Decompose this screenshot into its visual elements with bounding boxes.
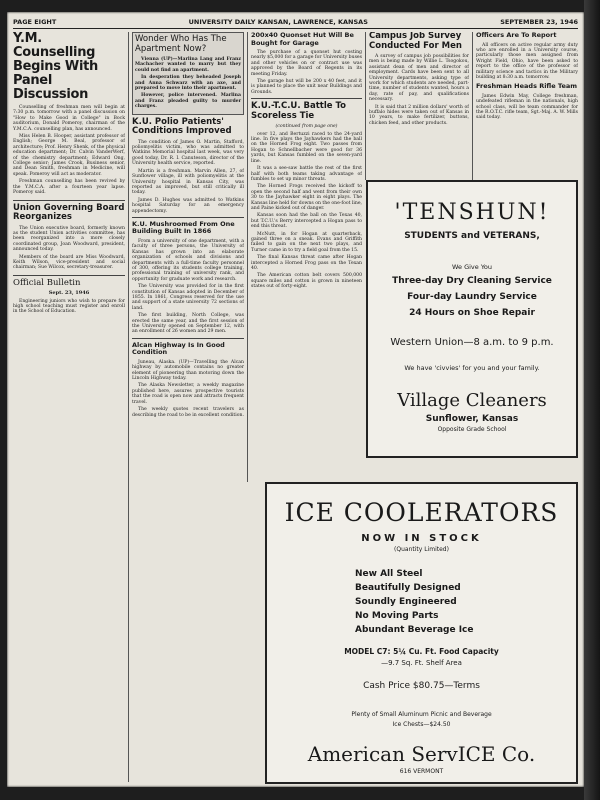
ad-feature: New All Steel: [355, 569, 423, 579]
ad-extra: Plenty of Small Aluminum Picnic and Beverage: [351, 711, 492, 718]
headline-rifle-team: Freshman Heads Rifle Team: [476, 82, 578, 91]
article-text: over 12, and Bertuzzi raced to the 24-yard line. In five plays the Jayhawkers had the ball on the Horned Frog eight. Two passes from Hogan to Schnellbacher were good for 36 yards, but Kansas fumbled on the seven-yard line.: [251, 131, 362, 164]
ad-chests: Ice Chests—$24.50: [392, 721, 451, 728]
article-text: McNutt, in for Hogan at quarterback, gained three on a sneak. Evans and Griffith failed to gain on the next two plays, and Turner came in to try a field goal from the 15.: [251, 231, 362, 253]
headline-ku-tcu: K.U.-T.C.U. Battle To Scoreless Tie: [251, 98, 362, 121]
ad-service: 24 Hours on Shoe Repair: [409, 308, 535, 318]
article-text: James Edwin May, College freshman, undefeated rifleman in the nationals, high school class, will be team commander for the R.O.T.C. rifle team, Sgt.-Maj. A. W. Mills said today.: [476, 93, 578, 121]
ad-feature: Beautifully Designed: [355, 583, 461, 593]
article-text: James D. Hughes was admitted to Watkins hospital Saturday for an emergency appendectomy.: [132, 197, 244, 214]
ad-quantity: (Quantity Limited): [394, 546, 449, 553]
column-rule: [247, 32, 248, 482]
column-4: [369, 32, 469, 178]
article-text: The American cotton belt covers 500,000 square miles and cotton is grown in nineteen states out of forty-eight.: [251, 273, 362, 290]
ad-hours: Western Union—8 a.m. to 9 p.m.: [390, 337, 554, 348]
article-text: Members of the board are Miss Woodward, Keith Wilson, vice-president and social chairman; Sue Wilcox, secretary-treasurer.: [13, 254, 125, 271]
article-text: The Horned Frogs received the kickoff to open the second half and went from their own 30 to the Jayhawker eight in eight plays. The Kansas line held for downs on the one-foot line, and Paine kicked out of danger.: [251, 184, 362, 211]
article-text: The weekly quotes recent travelers as describing the road to be in excellent condition.: [132, 407, 244, 418]
ad-stock: NOW IN STOCK: [361, 533, 482, 544]
article-text: The purchase of a quonset hut costing nearly $5,000 for a garage for University buses and other vehicles on or contract use was approved by the Board of Regents in its meeting Friday.: [251, 50, 362, 77]
column-rule: [472, 32, 473, 180]
ad-intro: We Give You: [451, 263, 493, 271]
headline-job-survey: Campus Job Survey Conducted For Men: [369, 32, 462, 51]
ad-headline: 'TENSHUN!: [394, 200, 550, 225]
article-text: A survey of campus job possibilities for men is being made by Willie L. Tsogokou, assistant dean of men and director of employment. Cards have been sent to all University departments, asking type of work for which students are needed, part-time, number of students wanted, hours a day, rate of pay, and qualifications necessary.: [369, 54, 469, 103]
ad-headline: ICE COOLERATORS: [284, 498, 559, 527]
article-text: Counselling of freshman men will begin at 7:30 p.m. tomorrow with a panel discussion on "How to Make Good in College" in Bock auditorium, Donald Pomeroy, chairman of the Y.M.C.A. counselling plan, has announced.: [13, 105, 125, 132]
ad-service: Three-day Dry Cleaning Service: [392, 276, 552, 286]
village-cleaners-ad: [366, 180, 578, 458]
ad-feature: No Moving Parts: [355, 611, 439, 621]
column-rule: [128, 32, 129, 782]
article-text: The Alaska Newsletter, a weekly magazine published here, assures prospective tourists that the road is open now and attracts frequent travel.: [132, 383, 244, 405]
column-5: [476, 32, 578, 178]
article-text: All officers on active regular army duty who are enrolled in a University course, particularly those men assigned from Wright Field, Ohio, have been asked to report to the office of the professor of military science and tactics in the Military building at 8:30 a.m. tomorrow.: [476, 42, 578, 80]
column-1: [13, 32, 125, 784]
article-text: The garage hut will be 200 x 40 feet, and it is planned to place the unit near Buildings and Grounds.: [251, 79, 362, 95]
ad-feature-list: [355, 567, 576, 637]
article-text: Miss Helen B. Hooper, assistant professor of English; George M. Beal, professor of architecture; Prof. Henry Shenk, of the physical education department; Dr. Calvin VanderWerf, of the chemistry department; Edward Ong, College senior; James Crook, Business senior, and Dean Smith, freshman in Medicine, will speak. Pomeroy will act as moderator.: [13, 134, 125, 177]
article-text: The Union executive board, formerly known as the student Union activities committee, has been reorganized into a more closely coordinated group, Joan Woodward, president, announced today.: [13, 225, 125, 253]
ad-model: MODEL C7: 5¼ Cu. Ft. Food Capacity: [344, 647, 499, 656]
ad-price: Cash Price $80.75—Terms: [363, 681, 480, 691]
ad-feature: Abundant Beverage Ice: [355, 625, 474, 635]
ice-coolerators-ad: [265, 482, 578, 784]
headline-officers: Officers Are To Report: [476, 32, 557, 39]
ad-business-name: Village Cleaners: [397, 390, 547, 411]
scan-border: [584, 0, 600, 800]
page-number: PAGE EIGHT: [13, 18, 57, 26]
headline-polio: K.U. Polio Patients' Conditions Improved: [132, 116, 232, 137]
column-2: [132, 32, 244, 784]
column-rule: [365, 32, 366, 180]
ad-address: 616 VERMONT: [399, 768, 444, 775]
boxed-article: [132, 32, 244, 115]
article-text: The condition of James O. Martin, Stafford, poliomyelitis victim, who was admitted to Watkins Memorial hospital last week, was very good today, Dr. R. I. Canuteson, director of the University health service, reported.: [132, 139, 244, 167]
ad-location: Opposite Grade School: [437, 426, 507, 433]
newspaper-page: [7, 12, 584, 787]
headline-apartment: Wonder Who Has The Apartment Now?: [135, 34, 227, 54]
article-text: It is said that 2 million dollars' worth of buffalo hides were taken out of Kansas in 10 years, to make fertilizer, buttons, chicken feed, and other products.: [369, 104, 469, 126]
column-3: [251, 32, 362, 480]
article-text: It was a see-saw battle the rest of the first half with both teams taking advantage of fumbles to set up minor threats.: [251, 166, 362, 182]
ad-feature: Soundly Engineered: [355, 597, 457, 607]
article-text: Freshman counselling has been revived by the Y.M.C.A. after a fourteen year lapse. Pomeroy said.: [13, 179, 125, 196]
article-text: From a university of one department, with a faculty of three persons, the University of Kansas has grown into an elaborate organization of schools and divisions and departments with a full-time faculty personnel of 300, offering its students college training, professional training of university rank, and opportunity for graduate work and research.: [132, 238, 244, 282]
headline-ym-counselling: Y.M. Counselling Begins With Panel Discussion: [13, 32, 98, 102]
headline-union-board: Union Governing Board Reorganizes: [13, 200, 125, 223]
headline-quonset: 200x40 Quonset Hut Will Be Bought for Garage: [251, 32, 354, 47]
article-text: The University was provided for in the first constitution of Kansas adopted in December of 1855. In 1861, Congress reserved for the use and support of a state university 72 sections of land.: [132, 284, 244, 311]
ad-town: Sunflower, Kansas: [425, 414, 519, 424]
headline-alcan: Alcan Highway Is In Good Condition: [132, 338, 244, 357]
article-text: The first building, North College, was erected the same year, and the first session of the University opened on September 12, with an enrollment of 26 women and 29 men.: [132, 313, 244, 335]
ad-store-name: American ServICE Co.: [307, 742, 536, 766]
article-text: The final Kansas threat came after Hogan intercepted a Horned Frog pass on the Texan 40.: [251, 255, 362, 271]
ad-note: We have 'civvies' for you and your family.: [404, 364, 540, 372]
bulletin-date: Sept. 23, 1946: [48, 290, 90, 297]
ad-shelf: —9.7 Sq. Ft. Shelf Area: [381, 659, 462, 667]
ad-audience: STUDENTS and VETERANS,: [404, 231, 540, 241]
paper-name: UNIVERSITY DAILY KANSAN, LAWRENCE, KANSAS: [188, 18, 368, 26]
article-text: Engineering juniors who wish to prepare for high school teaching must register and enroll in the School of Education.: [13, 298, 125, 315]
article-text: Martin is a freshman. Marvin Allen, 27, of Sunflower village, ill with poliomyelitis at the University hospital in Kansas City, was reported as improved, but still critically ill today.: [132, 168, 244, 196]
article-text: In desperation they beheaded Joseph and Anna Schwarz with an axe, and prepared to move into their apartment.: [135, 75, 241, 92]
article-text: However, police intervened. Marlina and Franz pleaded guilty to murder charges.: [135, 93, 241, 110]
continued-note: (continued from page one): [275, 124, 338, 130]
issue-date: SEPTEMBER 23, 1946: [500, 18, 578, 26]
headline-mushroomed: K.U. Mushroomed From One Building Built In 1866: [132, 217, 244, 236]
article-text: Juneau, Alaska. (UP)—Travelling the Alcan highway by automobile contains no greater element of pioneering than motoring down the Lincoln Highway today.: [132, 359, 244, 382]
headline-official-bulletin: Official Bulletin: [13, 275, 125, 289]
masthead: [13, 16, 578, 29]
ad-service: Four-day Laundry Service: [407, 292, 537, 302]
article-text: Kansas soon had the ball on the Texas 40, but T.C.U.'s Berry intercepted a Hogan pass to end this threat.: [251, 213, 362, 230]
article-text: Vienna (UP)—Marlina Lang and Franz Machacher wanted to marry but they could not find an apartment.: [135, 57, 241, 73]
